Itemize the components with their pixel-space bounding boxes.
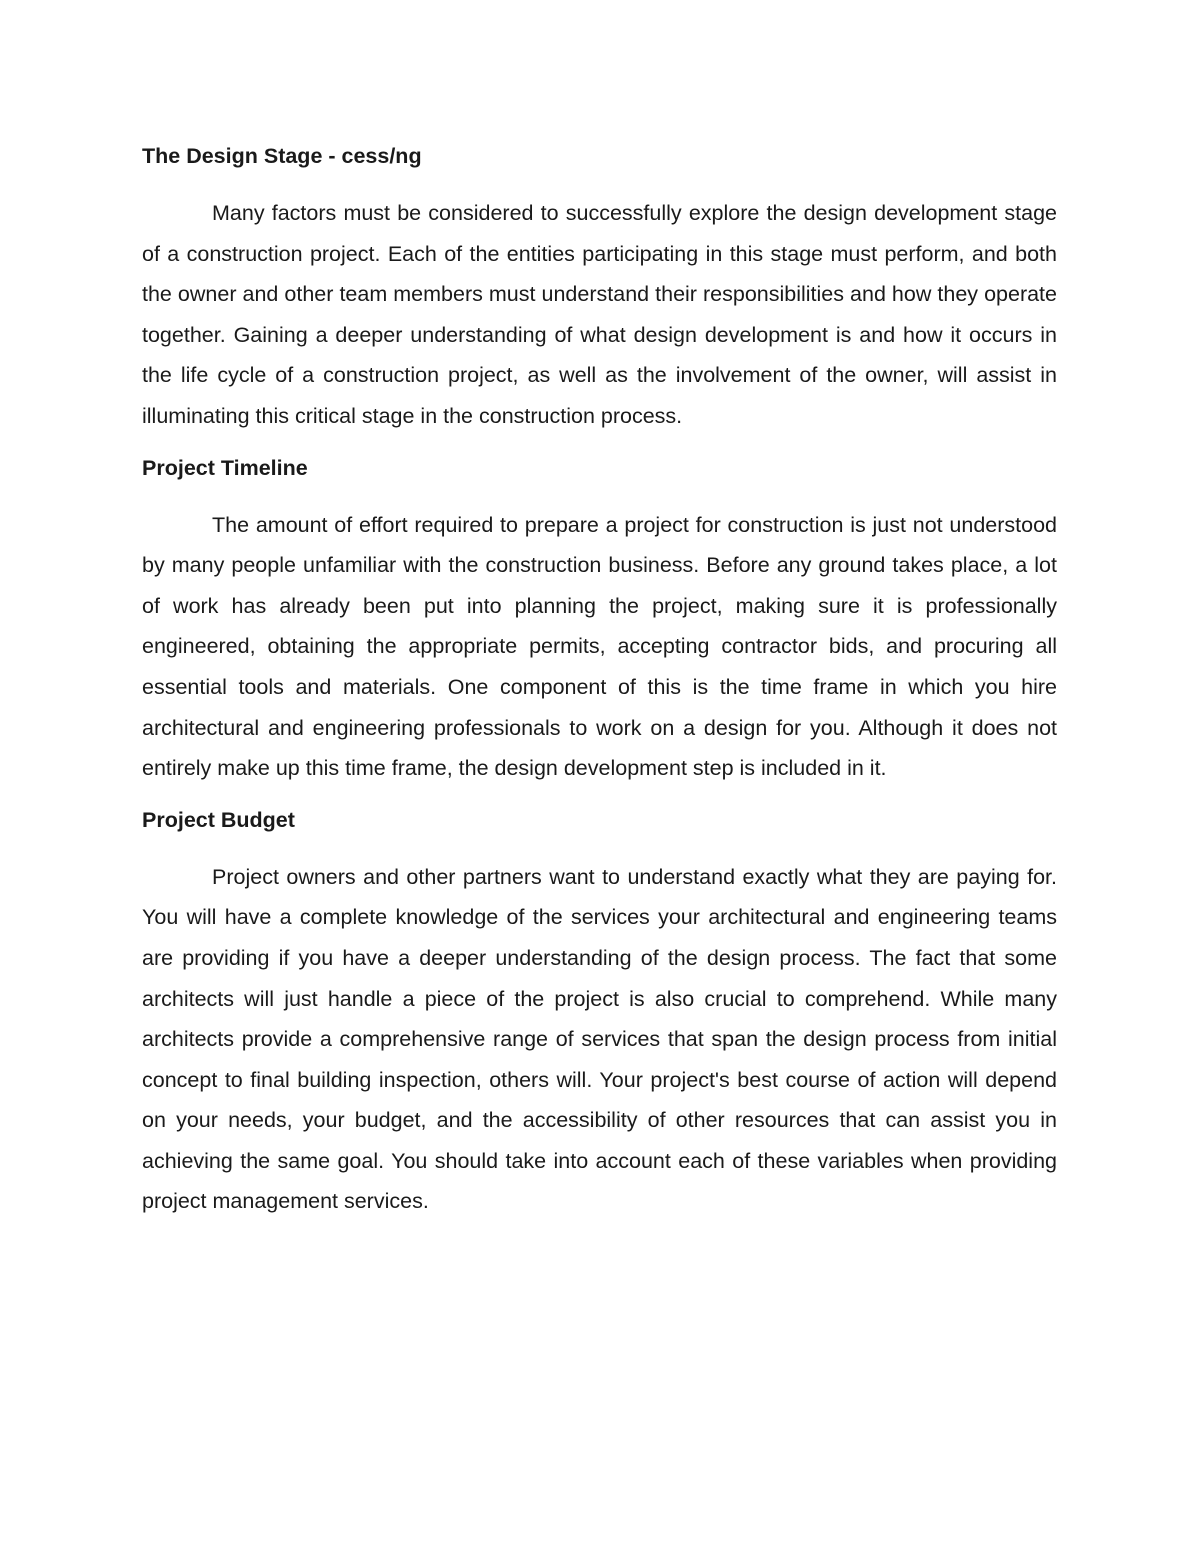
spacer	[142, 789, 1057, 801]
paragraph-project-budget: Project owners and other partners want to understand exactly what they are paying for. You will have a complete knowledge of the services your architectural and engineering teams are providing if you have a deeper understanding of the design process. The fact that some architects will just handle a piece of the project is also crucial to comprehend. While many architects provide a comprehensive range of services that span the design process from initial concept to final building inspection, others will. Your project's best course of action will depend on your needs, your budget, and the accessibility of other resources that can assist you in achieving the same goal. You should take into account each of these variables when providing project management services.	[142, 864, 1057, 1214]
spacer	[142, 437, 1057, 449]
paragraph-design-stage: Many factors must be considered to successfully explore the design development stage of a construction project. Each of the entities participating in this stage must perform, and both the owner and other team members must understand their responsibilities and how they operate together. Gaining a deeper understanding of what design development is and how it occurs in the life cycle of a construction project, as well as the involvement of the owner, will assist in illuminating this critical stage in the construction process.	[142, 201, 1057, 428]
spacer	[142, 487, 1057, 505]
section-heading-design-stage: The Design Stage - cess/ng	[142, 144, 422, 168]
section-heading-project-budget: Project Budget	[142, 807, 295, 832]
spacer	[142, 175, 1057, 193]
section-heading-project-timeline: Project Timeline	[142, 455, 308, 480]
spacer	[142, 839, 1057, 857]
document-page	[142, 137, 1057, 1222]
paragraph-project-timeline: The amount of effort required to prepare a project for construction is just not understood by many people unfamiliar with the construction business. Before any ground takes place, a lot of work has already been put into planning the project, making sure it is professionally engineered, obtaining the appropriate permits, accepting contractor bids, and procuring all essential tools and materials. One component of this is the time frame in which you hire architectural and engineering professionals to work on a design for you. Although it does not entirely make up this time frame, the design development step is included in it.	[142, 512, 1057, 781]
